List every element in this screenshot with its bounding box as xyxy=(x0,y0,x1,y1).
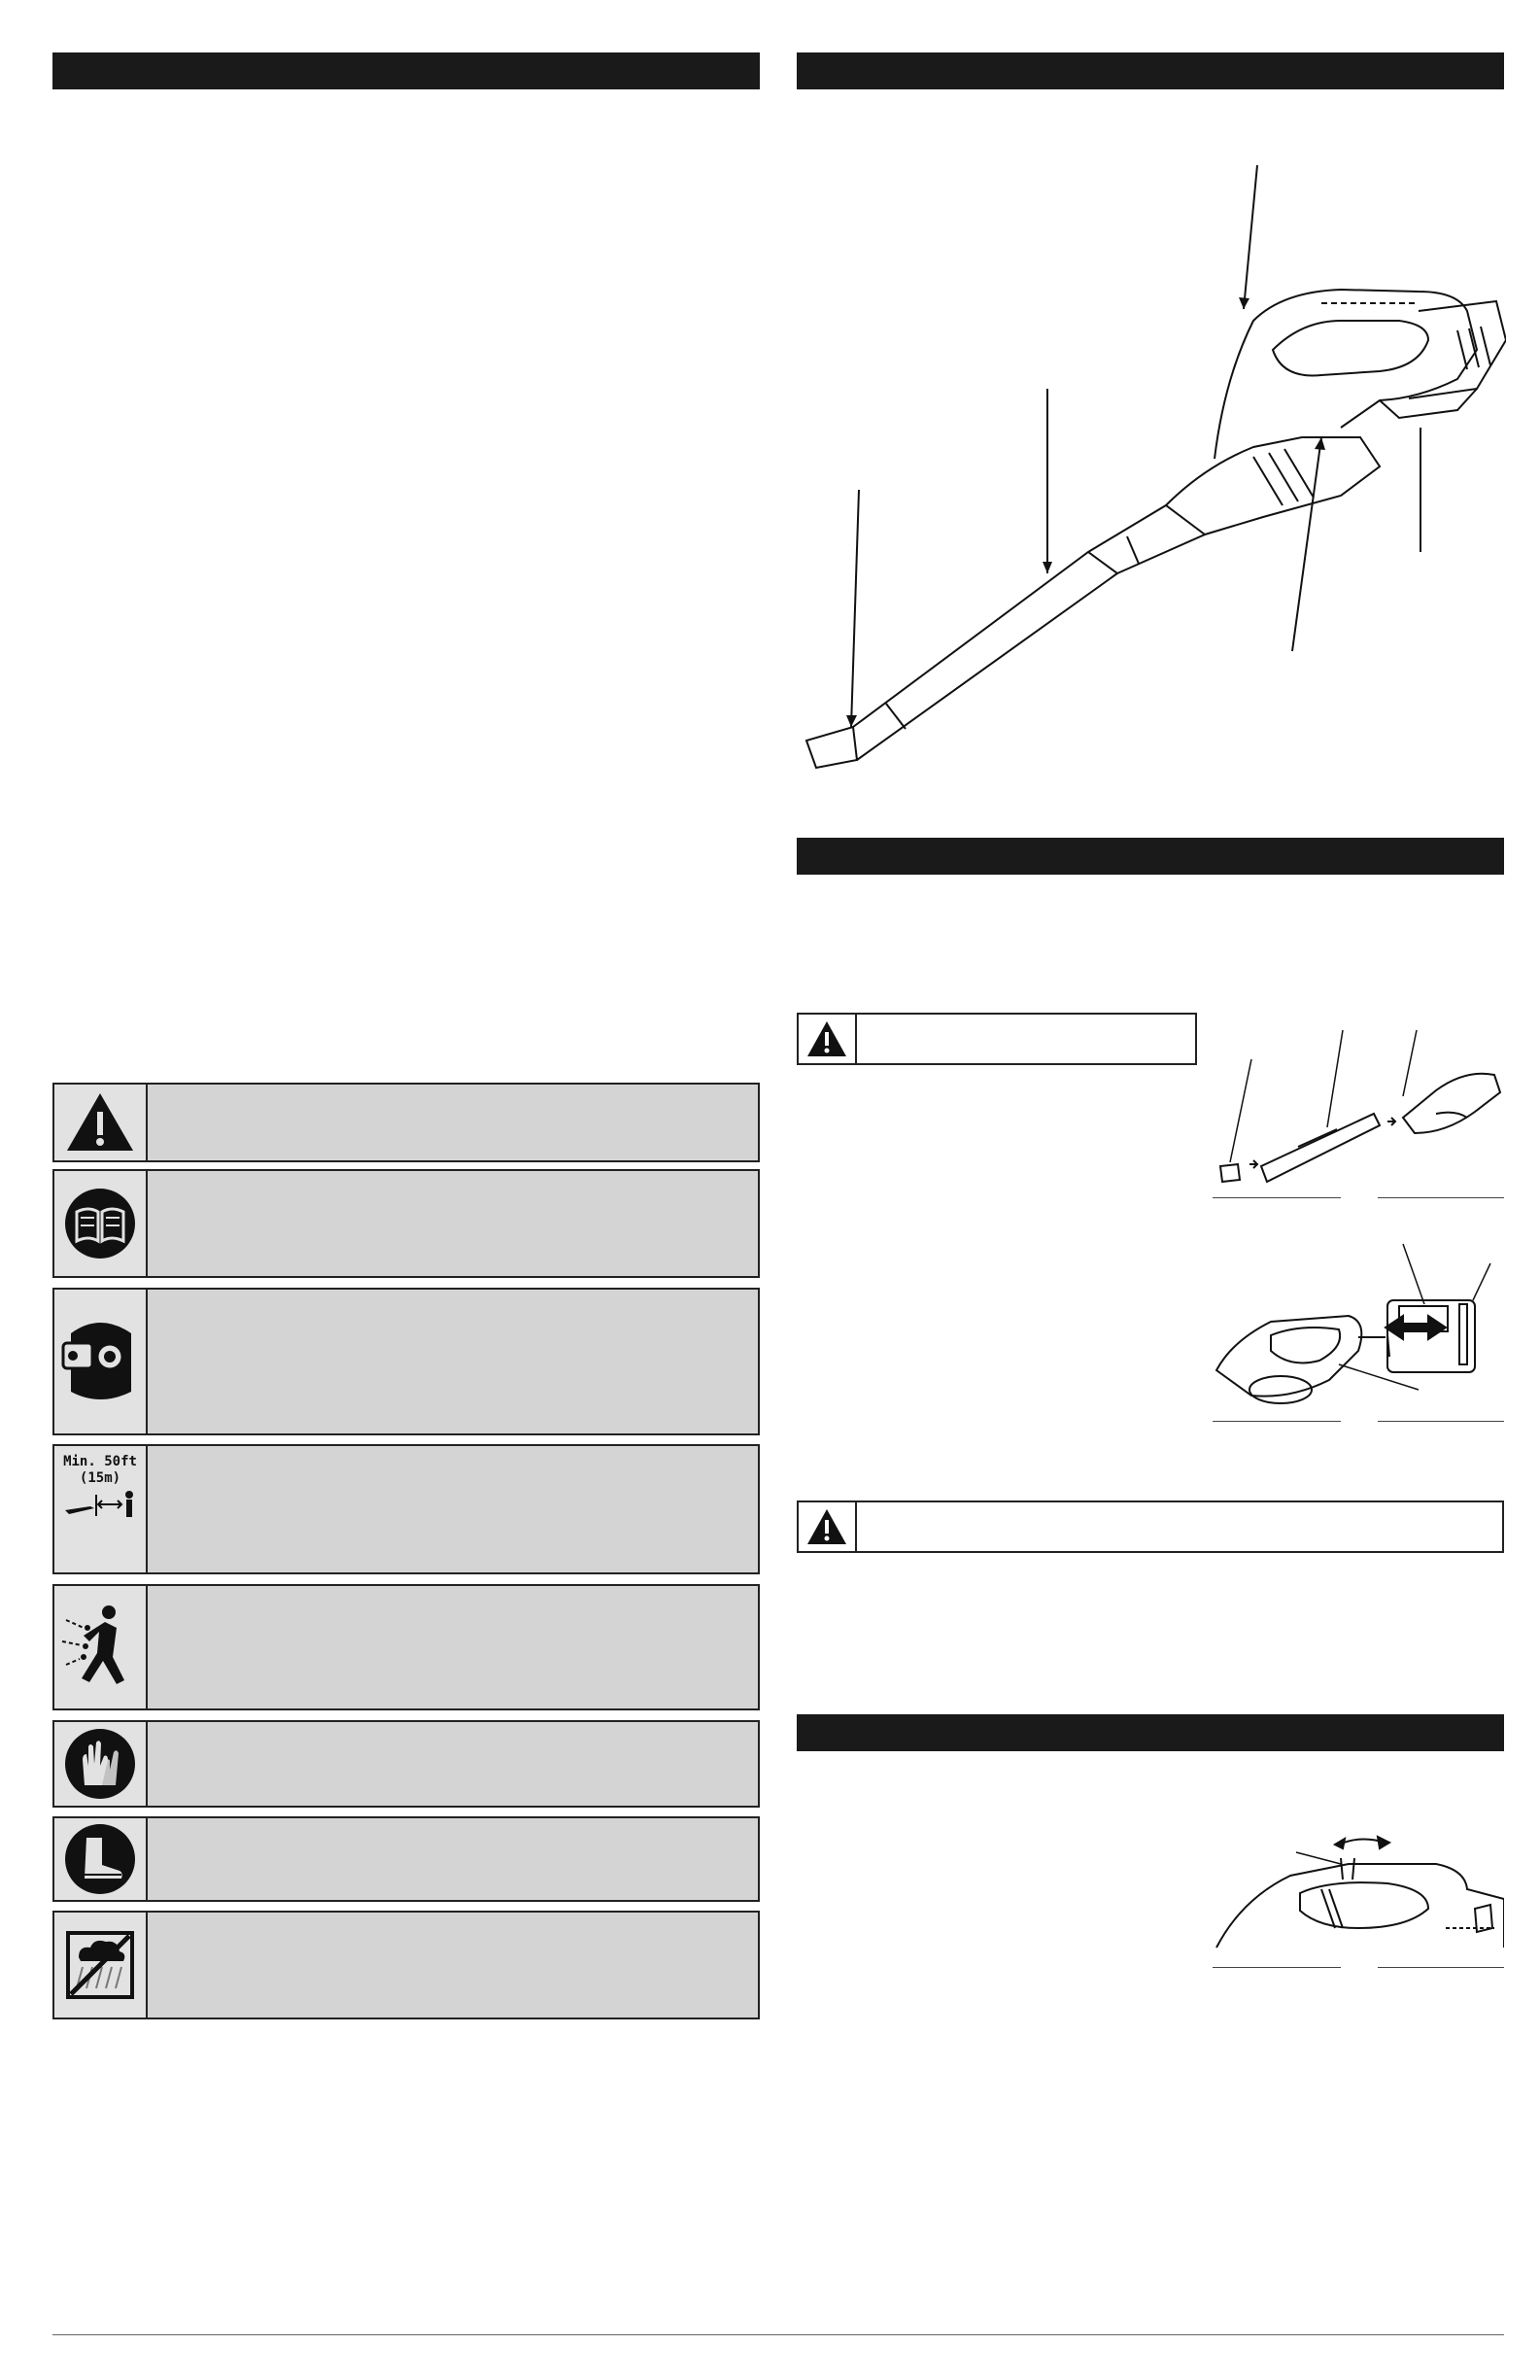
no-rain-icon xyxy=(54,1913,148,2018)
assembly-warning-box xyxy=(797,1013,1197,1065)
distance-metric: (15m) xyxy=(79,1470,121,1486)
symbol-row-read-manual xyxy=(52,1169,760,1278)
symbol-row-gloves xyxy=(52,1720,760,1808)
symbol-row-warning xyxy=(52,1083,760,1162)
symbol-row-thrown-objects xyxy=(52,1584,760,1710)
figure-rule xyxy=(1213,1197,1341,1198)
footer-rule xyxy=(52,2334,1504,2335)
figure-rule xyxy=(1213,1967,1341,1968)
symbol-row-eye-ear-protection xyxy=(52,1288,760,1435)
operation-section-header xyxy=(797,1714,1504,1751)
eye-ear-protection-icon xyxy=(54,1290,148,1433)
figure-rule xyxy=(1378,1967,1504,1968)
figure-rule xyxy=(1378,1421,1504,1422)
warning-triangle-icon xyxy=(799,1015,857,1063)
battery-install-figure xyxy=(1213,1234,1504,1419)
tube-assembly-figure xyxy=(1213,1020,1504,1195)
thrown-objects-icon xyxy=(54,1586,148,1708)
gloves-icon xyxy=(54,1722,148,1806)
install-warning-box xyxy=(797,1500,1504,1553)
switch-operation-figure xyxy=(1213,1782,1504,1963)
warning-triangle-icon xyxy=(54,1085,148,1160)
symbol-row-no-rain xyxy=(52,1911,760,2019)
warning-triangle-icon xyxy=(799,1502,857,1551)
distance-label: Min. 50ft xyxy=(63,1454,137,1469)
read-manual-icon xyxy=(54,1171,148,1276)
blower-parts-illustration xyxy=(797,146,1506,787)
left-section-header xyxy=(52,52,760,89)
symbol-row-bystander-distance xyxy=(52,1444,760,1574)
figure-rule xyxy=(1213,1421,1341,1422)
assembly-section-header xyxy=(797,838,1504,875)
bystander-distance-icon xyxy=(54,1446,148,1572)
parts-section-header xyxy=(797,52,1504,89)
figure-rule xyxy=(1378,1197,1504,1198)
boots-icon xyxy=(54,1818,148,1900)
symbol-row-boots xyxy=(52,1816,760,1902)
